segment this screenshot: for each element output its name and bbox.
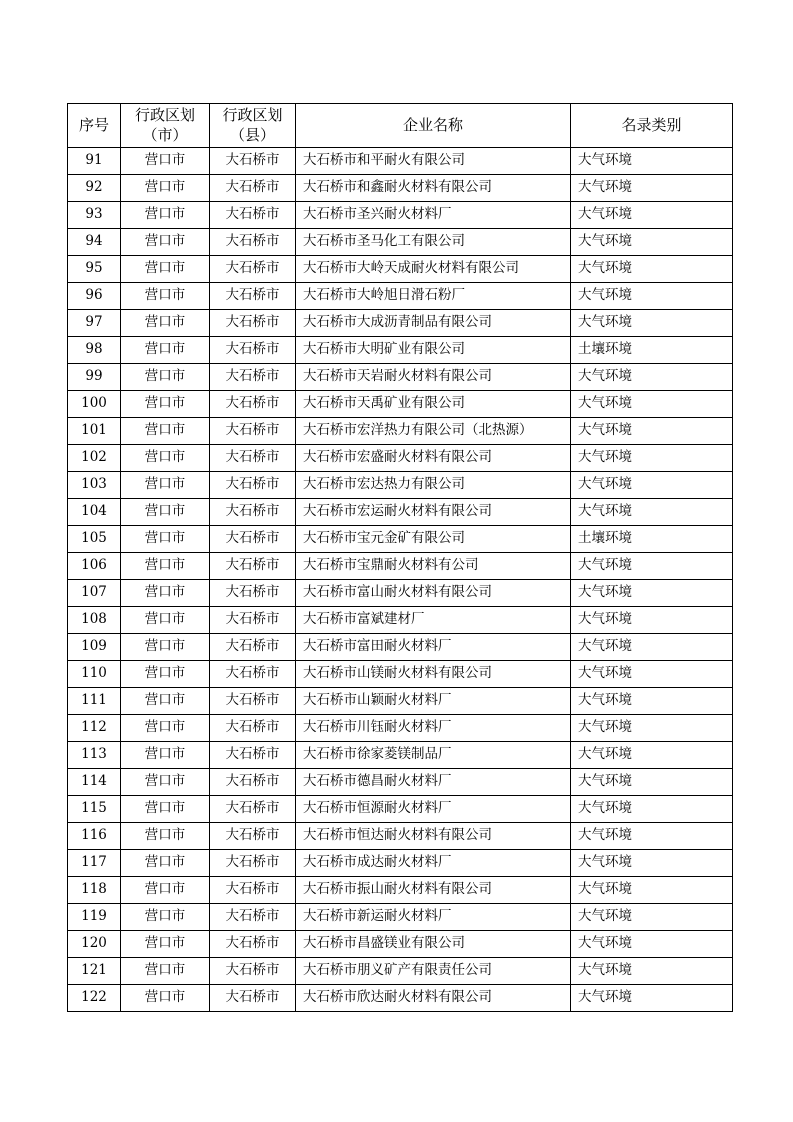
cell-list-category: 大气环境 — [571, 796, 733, 823]
table-row — [68, 391, 733, 418]
cell-list-category: 大气环境 — [571, 445, 733, 472]
cell-serial-number: 92 — [68, 175, 121, 202]
cell-serial-number: 101 — [68, 418, 121, 445]
cell-county: 大石桥市 — [210, 796, 296, 823]
cell-city: 营口市 — [121, 931, 210, 958]
cell-city: 营口市 — [121, 418, 210, 445]
table-row — [68, 499, 733, 526]
table-row — [68, 904, 733, 931]
cell-list-category: 大气环境 — [571, 958, 733, 985]
table-row — [68, 661, 733, 688]
cell-serial-number: 113 — [68, 742, 121, 769]
cell-list-category: 大气环境 — [571, 877, 733, 904]
enterprise-list-table — [67, 103, 733, 1012]
cell-enterprise-name: 大石桥市山镁耐火材料有限公司 — [296, 661, 571, 688]
cell-county: 大石桥市 — [210, 337, 296, 364]
cell-serial-number: 119 — [68, 904, 121, 931]
header-city-line1: 行政区划 — [134, 106, 195, 124]
cell-list-category: 大气环境 — [571, 742, 733, 769]
table-row — [68, 850, 733, 877]
cell-serial-number: 114 — [68, 769, 121, 796]
cell-list-category: 土壤环境 — [571, 526, 733, 553]
cell-list-category: 大气环境 — [571, 931, 733, 958]
cell-list-category: 大气环境 — [571, 418, 733, 445]
table-row — [68, 931, 733, 958]
cell-enterprise-name: 大石桥市天禹矿业有限公司 — [296, 391, 571, 418]
cell-county: 大石桥市 — [210, 526, 296, 553]
cell-enterprise-name: 大石桥市恒源耐火材料厂 — [296, 796, 571, 823]
cell-enterprise-name: 大石桥市欣达耐火材料有限公司 — [296, 985, 571, 1012]
cell-city: 营口市 — [121, 499, 210, 526]
table-row — [68, 742, 733, 769]
cell-city: 营口市 — [121, 256, 210, 283]
cell-county: 大石桥市 — [210, 715, 296, 742]
cell-list-category: 大气环境 — [571, 310, 733, 337]
cell-city: 营口市 — [121, 715, 210, 742]
cell-city: 营口市 — [121, 904, 210, 931]
table-row — [68, 418, 733, 445]
cell-serial-number: 120 — [68, 931, 121, 958]
table-row — [68, 958, 733, 985]
cell-enterprise-name: 大石桥市宏洋热力有限公司（北热源） — [296, 418, 571, 445]
cell-city: 营口市 — [121, 337, 210, 364]
cell-enterprise-name: 大石桥市宝元金矿有限公司 — [296, 526, 571, 553]
cell-city: 营口市 — [121, 580, 210, 607]
cell-list-category: 大气环境 — [571, 148, 733, 175]
cell-serial-number: 111 — [68, 688, 121, 715]
cell-list-category: 大气环境 — [571, 472, 733, 499]
cell-serial-number: 109 — [68, 634, 121, 661]
cell-serial-number: 107 — [68, 580, 121, 607]
cell-list-category: 大气环境 — [571, 607, 733, 634]
cell-list-category: 土壤环境 — [571, 337, 733, 364]
cell-list-category: 大气环境 — [571, 499, 733, 526]
table-row — [68, 337, 733, 364]
cell-city: 营口市 — [121, 607, 210, 634]
cell-list-category: 大气环境 — [571, 985, 733, 1012]
cell-enterprise-name: 大石桥市宝鼎耐火材料有公司 — [296, 553, 571, 580]
table-row — [68, 607, 733, 634]
cell-county: 大石桥市 — [210, 580, 296, 607]
cell-enterprise-name: 大石桥市和鑫耐火材料有限公司 — [296, 175, 571, 202]
cell-city: 营口市 — [121, 391, 210, 418]
table-row — [68, 202, 733, 229]
cell-city: 营口市 — [121, 364, 210, 391]
cell-list-category: 大气环境 — [571, 256, 733, 283]
cell-county: 大石桥市 — [210, 769, 296, 796]
cell-list-category: 大气环境 — [571, 175, 733, 202]
cell-list-category: 大气环境 — [571, 283, 733, 310]
header-admin-division-county — [210, 104, 296, 148]
cell-serial-number: 94 — [68, 229, 121, 256]
cell-city: 营口市 — [121, 823, 210, 850]
cell-enterprise-name: 大石桥市恒达耐火材料有限公司 — [296, 823, 571, 850]
cell-county: 大石桥市 — [210, 229, 296, 256]
cell-list-category: 大气环境 — [571, 229, 733, 256]
cell-list-category: 大气环境 — [571, 202, 733, 229]
cell-enterprise-name: 大石桥市宏盛耐火材料有限公司 — [296, 445, 571, 472]
cell-county: 大石桥市 — [210, 553, 296, 580]
cell-enterprise-name: 大石桥市富斌建材厂 — [296, 607, 571, 634]
cell-list-category: 大气环境 — [571, 364, 733, 391]
table-row — [68, 364, 733, 391]
table-row — [68, 283, 733, 310]
table-row — [68, 769, 733, 796]
cell-county: 大石桥市 — [210, 877, 296, 904]
cell-city: 营口市 — [121, 877, 210, 904]
cell-city: 营口市 — [121, 688, 210, 715]
cell-enterprise-name: 大石桥市成达耐火材料厂 — [296, 850, 571, 877]
table-row — [68, 256, 733, 283]
cell-serial-number: 91 — [68, 148, 121, 175]
cell-serial-number: 116 — [68, 823, 121, 850]
cell-enterprise-name: 大石桥市宏达热力有限公司 — [296, 472, 571, 499]
cell-city: 营口市 — [121, 742, 210, 769]
cell-county: 大石桥市 — [210, 175, 296, 202]
header-county-line2: （县） — [229, 125, 275, 144]
cell-city: 营口市 — [121, 148, 210, 175]
cell-county: 大石桥市 — [210, 661, 296, 688]
cell-city: 营口市 — [121, 175, 210, 202]
table-row — [68, 823, 733, 850]
cell-city: 营口市 — [121, 985, 210, 1012]
table-row — [68, 580, 733, 607]
cell-serial-number: 110 — [68, 661, 121, 688]
cell-city: 营口市 — [121, 958, 210, 985]
table-row — [68, 688, 733, 715]
cell-list-category: 大气环境 — [571, 634, 733, 661]
cell-serial-number: 98 — [68, 337, 121, 364]
cell-serial-number: 96 — [68, 283, 121, 310]
cell-city: 营口市 — [121, 661, 210, 688]
cell-county: 大石桥市 — [210, 634, 296, 661]
table-row — [68, 445, 733, 472]
table-body — [68, 148, 733, 1012]
cell-enterprise-name: 大石桥市天岩耐火材料有限公司 — [296, 364, 571, 391]
cell-list-category: 大气环境 — [571, 391, 733, 418]
cell-list-category: 大气环境 — [571, 715, 733, 742]
cell-county: 大石桥市 — [210, 364, 296, 391]
cell-county: 大石桥市 — [210, 310, 296, 337]
cell-serial-number: 100 — [68, 391, 121, 418]
cell-enterprise-name: 大石桥市大岭旭日滑石粉厂 — [296, 283, 571, 310]
cell-list-category: 大气环境 — [571, 661, 733, 688]
cell-enterprise-name: 大石桥市朋义矿产有限责任公司 — [296, 958, 571, 985]
table-row — [68, 148, 733, 175]
cell-enterprise-name: 大石桥市昌盛镁业有限公司 — [296, 931, 571, 958]
cell-enterprise-name: 大石桥市圣兴耐火材料厂 — [296, 202, 571, 229]
cell-serial-number: 99 — [68, 364, 121, 391]
cell-serial-number: 103 — [68, 472, 121, 499]
cell-list-category: 大气环境 — [571, 904, 733, 931]
cell-county: 大石桥市 — [210, 445, 296, 472]
cell-county: 大石桥市 — [210, 931, 296, 958]
cell-county: 大石桥市 — [210, 418, 296, 445]
cell-city: 营口市 — [121, 472, 210, 499]
table-row — [68, 310, 733, 337]
cell-enterprise-name: 大石桥市徐家菱镁制品厂 — [296, 742, 571, 769]
cell-enterprise-name: 大石桥市山颖耐火材料厂 — [296, 688, 571, 715]
cell-county: 大石桥市 — [210, 202, 296, 229]
header-list-category: 名录类别 — [571, 104, 733, 148]
cell-enterprise-name: 大石桥市川钰耐火材料厂 — [296, 715, 571, 742]
cell-enterprise-name: 大石桥市振山耐火材料有限公司 — [296, 877, 571, 904]
cell-serial-number: 105 — [68, 526, 121, 553]
cell-city: 营口市 — [121, 553, 210, 580]
header-enterprise-name: 企业名称 — [296, 104, 571, 148]
cell-county: 大石桥市 — [210, 148, 296, 175]
cell-city: 营口市 — [121, 634, 210, 661]
cell-county: 大石桥市 — [210, 904, 296, 931]
cell-enterprise-name: 大石桥市大成沥青制品有限公司 — [296, 310, 571, 337]
cell-serial-number: 122 — [68, 985, 121, 1012]
table-row — [68, 553, 733, 580]
cell-city: 营口市 — [121, 445, 210, 472]
cell-list-category: 大气环境 — [571, 850, 733, 877]
cell-city: 营口市 — [121, 310, 210, 337]
cell-city: 营口市 — [121, 796, 210, 823]
cell-serial-number: 115 — [68, 796, 121, 823]
cell-serial-number: 112 — [68, 715, 121, 742]
cell-city: 营口市 — [121, 283, 210, 310]
cell-county: 大石桥市 — [210, 958, 296, 985]
cell-enterprise-name: 大石桥市宏运耐火材料有限公司 — [296, 499, 571, 526]
table-row — [68, 472, 733, 499]
table-row — [68, 634, 733, 661]
cell-city: 营口市 — [121, 526, 210, 553]
cell-county: 大石桥市 — [210, 499, 296, 526]
cell-serial-number: 102 — [68, 445, 121, 472]
cell-city: 营口市 — [121, 202, 210, 229]
cell-county: 大石桥市 — [210, 472, 296, 499]
cell-enterprise-name: 大石桥市圣马化工有限公司 — [296, 229, 571, 256]
cell-enterprise-name: 大石桥市大岭天成耐火材料有限公司 — [296, 256, 571, 283]
cell-enterprise-name: 大石桥市德昌耐火材料厂 — [296, 769, 571, 796]
cell-city: 营口市 — [121, 769, 210, 796]
cell-county: 大石桥市 — [210, 823, 296, 850]
cell-list-category: 大气环境 — [571, 688, 733, 715]
table-row — [68, 715, 733, 742]
cell-serial-number: 106 — [68, 553, 121, 580]
cell-enterprise-name: 大石桥市新运耐火材料厂 — [296, 904, 571, 931]
cell-serial-number: 104 — [68, 499, 121, 526]
header-city-line2: （市） — [142, 125, 188, 144]
table-row — [68, 877, 733, 904]
cell-list-category: 大气环境 — [571, 580, 733, 607]
cell-county: 大石桥市 — [210, 742, 296, 769]
cell-county: 大石桥市 — [210, 391, 296, 418]
cell-city: 营口市 — [121, 229, 210, 256]
cell-enterprise-name: 大石桥市大明矿业有限公司 — [296, 337, 571, 364]
cell-county: 大石桥市 — [210, 607, 296, 634]
cell-serial-number: 117 — [68, 850, 121, 877]
cell-county: 大石桥市 — [210, 850, 296, 877]
table-row — [68, 985, 733, 1012]
header-admin-division-city — [121, 104, 210, 148]
header-county-line1: 行政区划 — [222, 106, 283, 124]
table-row — [68, 229, 733, 256]
cell-list-category: 大气环境 — [571, 553, 733, 580]
cell-serial-number: 97 — [68, 310, 121, 337]
cell-county: 大石桥市 — [210, 256, 296, 283]
table-row — [68, 175, 733, 202]
table-row — [68, 526, 733, 553]
cell-enterprise-name: 大石桥市和平耐火有限公司 — [296, 148, 571, 175]
cell-enterprise-name: 大石桥市富山耐火材料有限公司 — [296, 580, 571, 607]
cell-county: 大石桥市 — [210, 283, 296, 310]
header-serial-number: 序号 — [68, 104, 121, 148]
cell-serial-number: 93 — [68, 202, 121, 229]
cell-county: 大石桥市 — [210, 985, 296, 1012]
cell-enterprise-name: 大石桥市富田耐火材料厂 — [296, 634, 571, 661]
cell-county: 大石桥市 — [210, 688, 296, 715]
table-row — [68, 796, 733, 823]
cell-serial-number: 118 — [68, 877, 121, 904]
cell-serial-number: 121 — [68, 958, 121, 985]
cell-serial-number: 108 — [68, 607, 121, 634]
header-row — [68, 104, 733, 148]
cell-list-category: 大气环境 — [571, 769, 733, 796]
table-header — [68, 104, 733, 148]
cell-serial-number: 95 — [68, 256, 121, 283]
cell-list-category: 大气环境 — [571, 823, 733, 850]
cell-city: 营口市 — [121, 850, 210, 877]
